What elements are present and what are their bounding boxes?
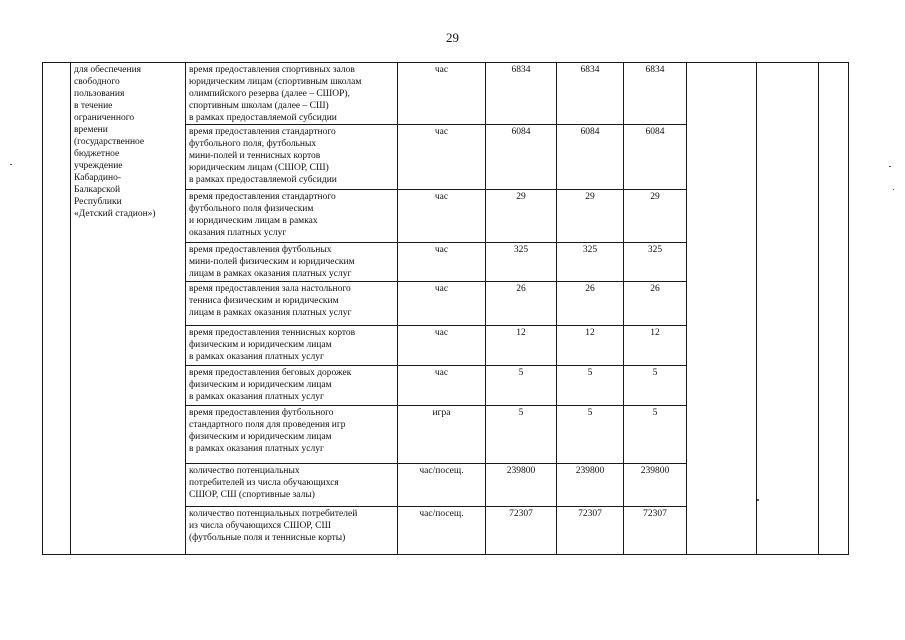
value-cell-year-3	[624, 366, 687, 406]
indicator-description	[186, 190, 398, 243]
value-cell-year-2-text: 29	[585, 192, 595, 202]
unit-cell	[398, 464, 486, 507]
indicator-description	[186, 366, 398, 406]
empty-col-1	[687, 63, 757, 555]
value-cell-year-3-text: 12	[650, 328, 660, 338]
value-cell-year-3-text: 6834	[645, 65, 665, 75]
value-cell-year-2-text: 6834	[580, 65, 600, 75]
indicator-description	[186, 406, 398, 464]
value-cell-year-2-text: 72307	[578, 509, 602, 519]
indicator-description-text: время предоставления спортивных залов юридическим лицам (спортивным школам олимпийского резерва (далее – СШОР), спортивным школам (далее – СШ) в рамках предоставляемой субсидии	[189, 65, 362, 123]
value-cell-year-3	[624, 63, 687, 125]
unit-cell-text: час/посещ.	[419, 509, 464, 519]
value-cell-year-2-text: 26	[585, 284, 595, 294]
value-cell-year-2-text: 325	[582, 245, 598, 255]
value-cell-year-1	[486, 464, 557, 507]
unit-cell	[398, 190, 486, 243]
value-cell-year-1	[486, 243, 557, 282]
value-cell-year-1-text: 325	[513, 245, 529, 255]
value-cell-year-1-text: 6834	[511, 65, 531, 75]
value-cell-year-2-text: 5	[587, 368, 593, 378]
value-cell-year-3	[624, 243, 687, 282]
unit-cell-text: час	[434, 127, 449, 137]
value-cell-year-2	[557, 63, 624, 125]
indicator-description	[186, 464, 398, 507]
value-cell-year-2-text: 6084	[580, 127, 600, 137]
value-cell-year-3	[624, 406, 687, 464]
indicator-description	[186, 243, 398, 282]
unit-cell-text: игра	[432, 408, 451, 418]
value-cell-year-1-text: 26	[516, 284, 526, 294]
indicator-description-text: время предоставления стандартного футбольного поля физическим и юридическим лицам в рамках оказания платных услуг	[189, 192, 336, 238]
value-cell-year-3-text: 5	[652, 368, 658, 378]
scan-mark-left	[10, 164, 12, 165]
value-cell-year-1-text: 12	[516, 328, 526, 338]
value-cell-year-1-text: 6084	[511, 127, 531, 137]
indicator-description-text: время предоставления теннисных кортов физическим и юридическим лицам в рамках оказания платных услуг	[189, 328, 356, 362]
table-row	[43, 63, 849, 125]
scan-mark-center	[757, 499, 759, 501]
value-cell-year-3	[624, 507, 687, 555]
service-name-cell	[71, 63, 186, 555]
value-cell-year-2-text: 12	[585, 328, 595, 338]
unit-cell	[398, 282, 486, 326]
value-cell-year-1	[486, 326, 557, 366]
row-number-cell	[43, 63, 71, 555]
value-cell-year-2-text: 5	[587, 408, 593, 418]
value-cell-year-3-text: 5	[652, 408, 658, 418]
value-cell-year-1-text: 29	[516, 192, 526, 202]
unit-cell	[398, 326, 486, 366]
value-cell-year-1	[486, 507, 557, 555]
value-cell-year-2	[557, 406, 624, 464]
service-name-cell-text: для обеспечения свободного пользования в течение ограниченного времени (государственное бюджетное учреждение Кабардино- Балкарской Республики «Детский стадион»)	[74, 65, 156, 219]
value-cell-year-2	[557, 464, 624, 507]
indicator-description-text: время предоставления зала настольного тенниса физическим и юридическим лицам в рамках оказания платных услуг	[189, 284, 352, 318]
value-cell-year-1-text: 239800	[506, 466, 536, 476]
value-cell-year-1-text: 72307	[509, 509, 533, 519]
value-cell-year-2	[557, 282, 624, 326]
value-cell-year-1-text: 5	[518, 408, 524, 418]
unit-cell	[398, 406, 486, 464]
unit-cell	[398, 63, 486, 125]
unit-cell-text: час	[434, 245, 449, 255]
value-cell-year-2	[557, 507, 624, 555]
empty-col-2	[757, 63, 819, 555]
value-cell-year-3-text: 325	[647, 245, 663, 255]
unit-cell	[398, 366, 486, 406]
scan-mark-right-1	[889, 166, 891, 167]
indicator-description-text: время предоставления стандартного футбольного поля, футбольных мини-полей и теннисных кортов юридическим лицам (СШОР, СШ) в рамках предоставляемой субсидии	[189, 127, 337, 185]
value-cell-year-3	[624, 190, 687, 243]
value-cell-year-3	[624, 326, 687, 366]
indicator-description-text: время предоставления футбольных мини-полей физическим и юридическим лицам в рамках оказания платных услуг	[189, 245, 355, 279]
value-cell-year-3-text: 72307	[643, 509, 667, 519]
indicator-description	[186, 125, 398, 190]
indicator-description-text: количество потенциальных потребителей из числа обучающихся СШОР, СШ (футбольные поля и теннисные корты)	[189, 509, 358, 543]
unit-cell-text: час	[434, 65, 449, 75]
unit-cell	[398, 125, 486, 190]
unit-cell-text: час	[434, 284, 449, 294]
value-cell-year-1-text: 5	[518, 368, 524, 378]
indicator-description-text: количество потенциальных потребителей из числа обучающихся СШОР, СШ (спортивные залы)	[189, 466, 339, 500]
empty-col-3	[819, 63, 849, 555]
scan-mark-right-2	[893, 189, 894, 190]
value-cell-year-2	[557, 190, 624, 243]
indicator-description	[186, 507, 398, 555]
unit-cell-text: час/посещ.	[419, 466, 464, 476]
value-cell-year-2	[557, 326, 624, 366]
value-cell-year-3	[624, 125, 687, 190]
value-cell-year-3-text: 239800	[640, 466, 670, 476]
indicator-description	[186, 282, 398, 326]
value-cell-year-1	[486, 190, 557, 243]
unit-cell-text: час	[434, 368, 449, 378]
value-cell-year-1	[486, 366, 557, 406]
value-cell-year-3-text: 26	[650, 284, 660, 294]
page-number: 29	[446, 30, 459, 45]
unit-cell	[398, 507, 486, 555]
unit-cell-text: час	[434, 192, 449, 202]
value-cell-year-1	[486, 406, 557, 464]
value-cell-year-1	[486, 125, 557, 190]
value-cell-year-2-text: 239800	[575, 466, 605, 476]
value-cell-year-2	[557, 366, 624, 406]
indicator-description	[186, 63, 398, 125]
value-cell-year-3-text: 6084	[645, 127, 665, 137]
services-table	[42, 62, 849, 555]
value-cell-year-2	[557, 243, 624, 282]
unit-cell	[398, 243, 486, 282]
indicator-description	[186, 326, 398, 366]
table-body	[43, 63, 849, 555]
indicator-description-text: время предоставления беговых дорожек физическим и юридическим лицам в рамках оказания платных услуг	[189, 368, 352, 402]
value-cell-year-3	[624, 464, 687, 507]
value-cell-year-2	[557, 125, 624, 190]
unit-cell-text: час	[434, 328, 449, 338]
value-cell-year-1	[486, 282, 557, 326]
value-cell-year-1	[486, 63, 557, 125]
indicator-description-text: время предоставления футбольного стандартного поля для проведения игр физическим и юридическим лицам в рамках оказания платных услуг	[189, 408, 346, 454]
value-cell-year-3	[624, 282, 687, 326]
value-cell-year-3-text: 29	[650, 192, 660, 202]
